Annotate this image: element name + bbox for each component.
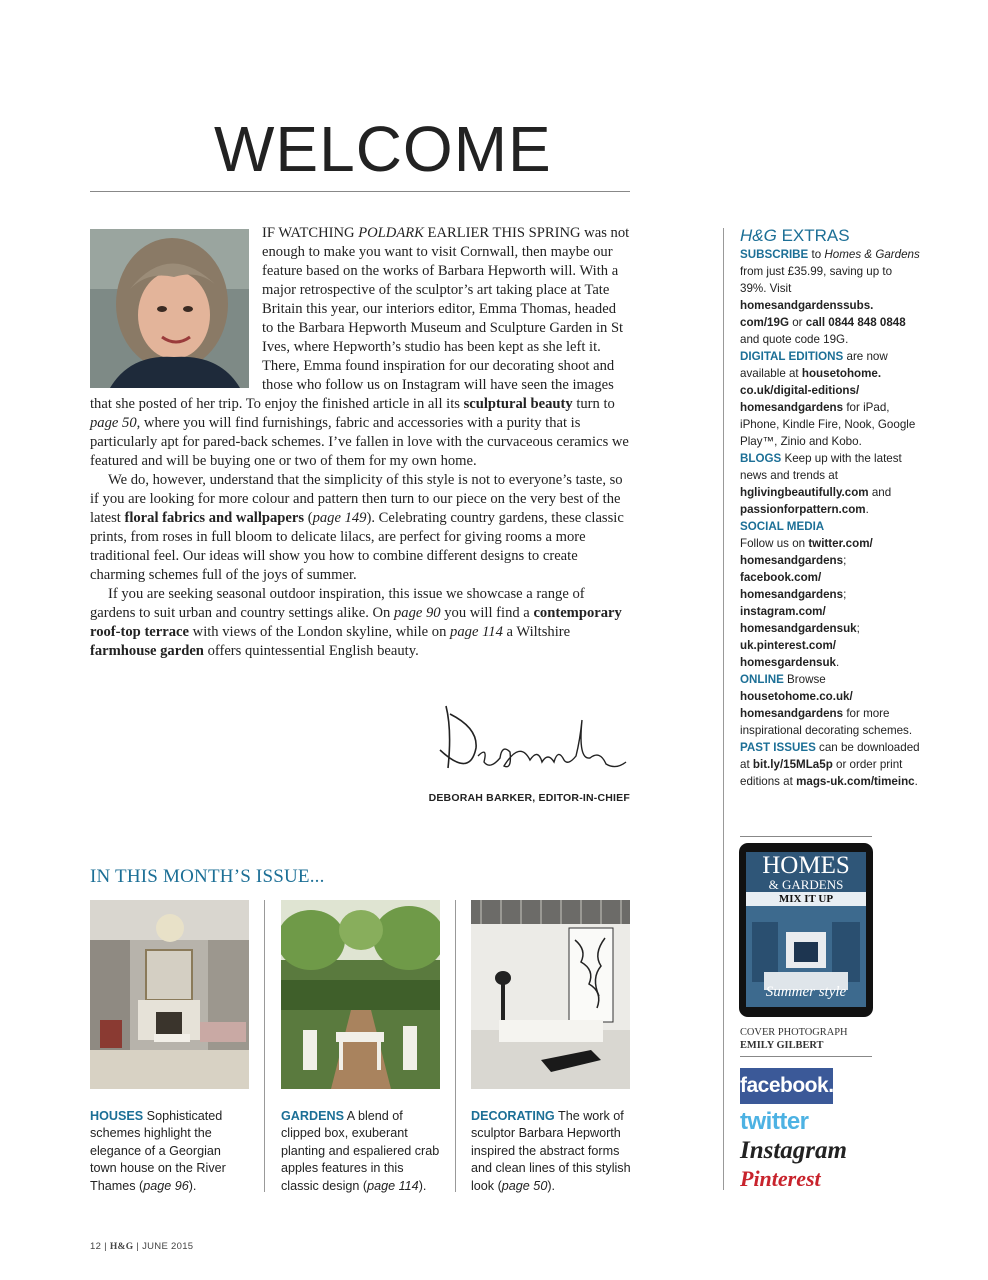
editor-name: DEBORAH BARKER, EDITOR-IN-CHIEF (428, 792, 630, 804)
cover-footer: Summer style (765, 984, 847, 1000)
blog-link-2[interactable]: passionforpattern.com (740, 503, 866, 516)
cover-masthead: HOMES (762, 852, 850, 879)
decorating-caption: DECORATING The work of sculptor Barbara Hepworth inspired the abstract forms and clean lines of this stylish look (page 50). (471, 1109, 631, 1193)
social-block: SOCIAL MEDIA Follow us on twitter.com/ homesandgardens; facebook.com/ homesandgardens; instagram.com/ homesandgardensuk; uk.pinterest.com/ homesgardensuk. (740, 520, 873, 669)
column-divider (455, 900, 456, 1192)
sidebar-rule (740, 836, 872, 837)
cover-tagline: MIX IT UP (746, 892, 866, 906)
subscribe-link[interactable]: homesandgardenssubs. com/19G (740, 299, 874, 329)
cover-tablet[interactable] (739, 843, 873, 1017)
issue-heading: IN THIS MONTH’S ISSUE... (90, 866, 325, 887)
online-link[interactable]: housetohome.co.uk/ homesandgardens (740, 690, 853, 720)
paragraph-3: If you are seeking seasonal outdoor inspiration, this issue we showcase a range of gardens to suit urban and country settings alike. On page 90 you will find a contemporary roof-top terrace with views of the London skyline, while on page 114 a Wiltshire farmhouse garden offers quintessential English beauty. (90, 586, 622, 659)
twitter-link[interactable]: twitter.com/ homesandgardens (740, 537, 873, 567)
page-title: WELCOME (214, 113, 552, 185)
extras-sidebar (740, 226, 920, 790)
past-issues-block: PAST ISSUES can be downloaded at bit.ly/15MLa5p or order print editions at mags-uk.com/timeinc. (740, 741, 920, 788)
houses-caption: HOUSES Sophisticated schemes highlight the elegance of a Georgian town house on the River Thames (page 96). (90, 1109, 226, 1193)
editor-signature (430, 700, 630, 780)
gardens-thumbnail[interactable] (281, 900, 440, 1089)
cover-masthead-sub: & GARDENS (768, 877, 844, 892)
cover-caption: COVER PHOTOGRAPH EMILY GILBERT (740, 1027, 848, 1051)
pinterest-link[interactable]: uk.pinterest.com/ homesgardensuk (740, 639, 836, 669)
blogs-block: BLOGS Keep up with the latest news and trends at hglivingbeautifully.com and passionforpattern.com. (740, 452, 902, 516)
facebook-link[interactable]: facebook.com/ homesandgardens (740, 571, 844, 601)
instagram-logo[interactable]: Instagram (740, 1137, 847, 1164)
houses-thumbnail[interactable] (90, 900, 249, 1089)
cover-image (746, 852, 866, 1007)
online-block: ONLINE Browse housetohome.co.uk/ homesandgardens for more inspirational decorating schemes. (740, 673, 913, 737)
gardens-caption: GARDENS A blend of clipped box, exuberant planting and espaliered crab apples features in this classic design (page 114). (281, 1109, 440, 1193)
twitter-logo[interactable]: twitter (740, 1108, 809, 1135)
column-divider (264, 900, 265, 1192)
subscribe-block: SUBSCRIBE to Homes & Gardens from just £35.99, saving up to 39%. Visit homesandgardenssubs. com/19G or call 0844 848 0848 and quote code 19G. (740, 248, 920, 346)
subscribe-phone[interactable]: call 0844 848 0848 (805, 316, 906, 329)
order-link[interactable]: mags-uk.com/timeinc (796, 775, 915, 788)
facebook-logo[interactable]: facebook. (740, 1068, 833, 1104)
editorial-letter (90, 224, 630, 661)
paragraph-2: We do, however, understand that the simplicity of this style is not to everyone’s taste, so if you are looking for more colour and pattern then turn to our piece on the very best of the latest floral fabrics and wallpapers (page 149). Celebrating country gardens, these classic prints, from roses in full bloom to delicate lilacs, are perfect for giving rooms a more traditional feel. Our ideas will show you how to combine different designs to create charming schemes full of the joys of summer. (90, 472, 624, 583)
pinterest-logo[interactable]: Pinterest (740, 1166, 821, 1191)
title-rule (90, 191, 630, 192)
digital-link[interactable]: housetohome. co.uk/digital-editions/ homesandgardens (740, 367, 882, 414)
decorating-thumbnail[interactable] (471, 900, 630, 1089)
extras-heading: H&G EXTRAS (740, 226, 850, 245)
sidebar-divider (723, 228, 724, 1190)
digital-block: DIGITAL EDITIONS are now available at housetohome. co.uk/digital-editions/ homesandgardens for iPad, iPhone, Kindle Fire, Nook, Google Play™, Zinio and Kobo. (740, 350, 916, 448)
paragraph-1: IF WATCHING POLDARK EARLIER THIS SPRING was not enough to make you want to visit Cornwall, then maybe our feature based on the works of Barbara Hepworth will. With a major retrospective of the sculptor’s art taking place at Tate Britain this year, our interiors editor, Emma Thomas, headed to the Barbara Hepworth Museum and Sculpture Garden in St Ives, where Hepworth’s studio has been kept as she left it. There, Emma found inspiration for our decorating shoot and those who follow us on Instagram will have seen the images that she posted of her trip. To enjoy the finished article in all its sculptural beauty turn to page 50, where you will find furnishings, fabric and accessories with a purity that is particularly apt for pared-back schemes. I’ve fallen in love with the curvaceous ceramics we featured and will be buying one or two of them for my own home. (90, 225, 630, 469)
page-folio: 12 | H&G | JUNE 2015 (90, 1241, 194, 1252)
blog-link-1[interactable]: hglivingbeautifully.com (740, 486, 869, 499)
past-issues-link[interactable]: bit.ly/15MLa5p (752, 758, 833, 771)
sidebar-rule (740, 1056, 872, 1057)
instagram-link[interactable]: instagram.com/ homesandgardensuk (740, 605, 857, 635)
